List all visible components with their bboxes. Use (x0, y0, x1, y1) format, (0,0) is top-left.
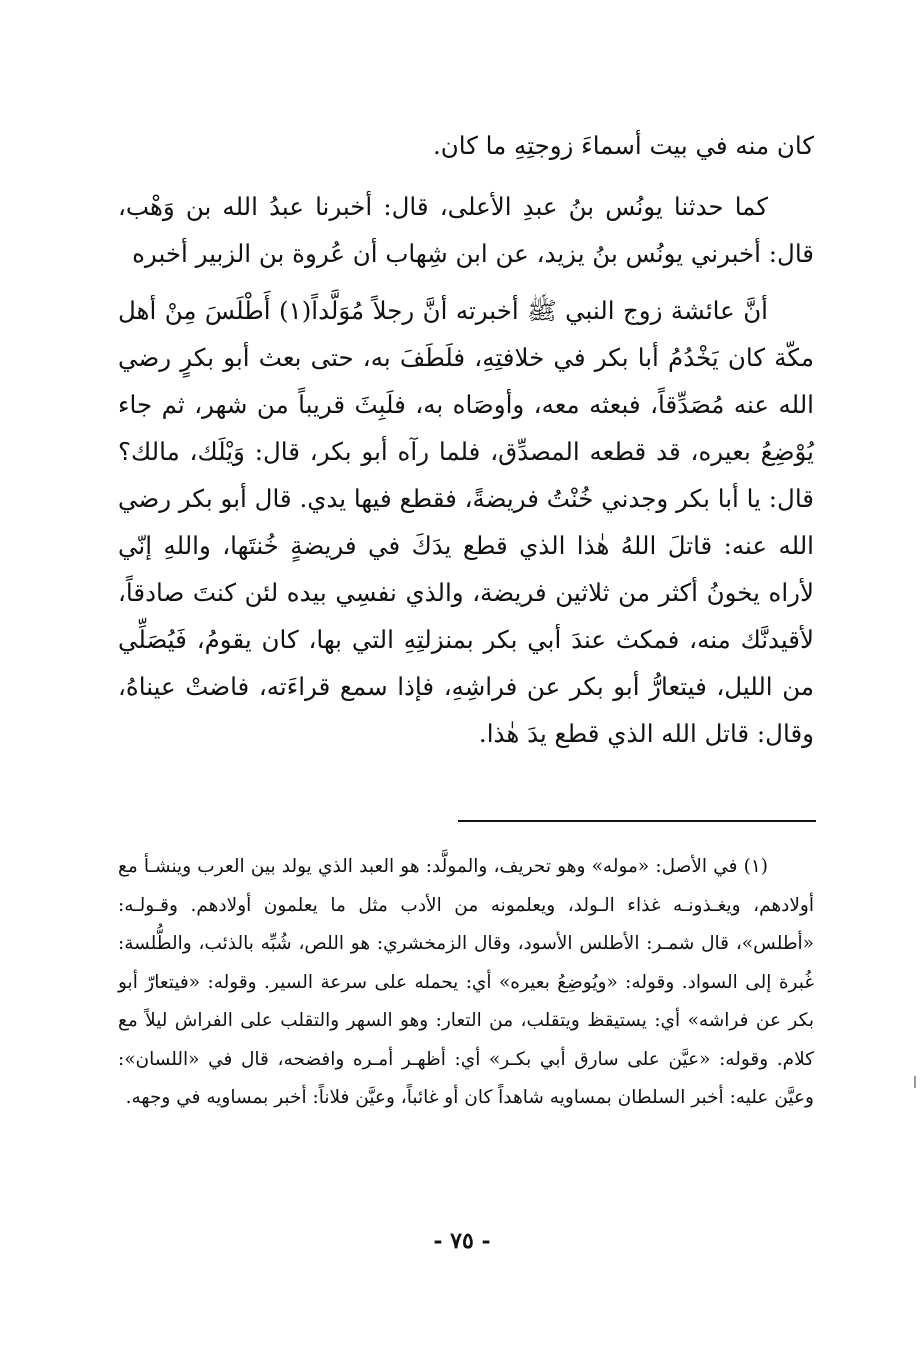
footnote-separator (458, 820, 816, 822)
scan-edge-mark (914, 1076, 916, 1088)
main-text-body (118, 122, 814, 757)
paragraph-isnad: كما حدثنا يونُس بنُ عبدِ الأعلى، قال: أخبرنا عبدُ الله بن وَهْب، قال: أخبرني يونُس بنُ يزيد، عن ابن شِهاب أن عُروة بن الزبير أخبره (118, 192, 814, 268)
paragraph-closing-line: كان منه في بيت أسماءَ زوجتِهِ ما كان. (432, 131, 814, 160)
paragraph-narration: أنَّ عائشة زوج النبي ﷺ أخبرته أنَّ رجلاً مُوَلَّداً(١) أَطْلَسَ مِنْ أهل مكّة كان يَخْدُمُ أبا بكر في خلافتِهِ، فلَطَفَ به، حتى بعث أبو بكرٍ رضي الله عنه مُصَدِّقاً، فبعثه معه، وأوصَاه به، فلَبِثَ قريباً من شهر، ثم جاء يُوْضِعُ بعيره، قد قطعه المصدِّق، فلما رآه أبو بكر، قال: وَيْلَك، مالك؟ قال: يا أبا بكر وجدني خُنْتُ فريضةً، فقطع فيها يدي. قال أبو بكر رضي الله عنه: قاتلَ اللهُ هٰذا الذي قطع يدَكَ في فريضةٍ خُنتَها، واللهِ إنّي لأراه يخونُ أكثر من ثلاثين فريضة، والذي نفسِي بيده لئن كنتَ صادقاً، لأقيدنَّك منه، فمكث عندَ أبي بكر بمنزلتِهِ التي بها، كان يقومُ، فَيُصَلِّي من الليل، فيتعارُّ أبو بكر عن فراشِهِ، فإذا سمع قراءَته، فاضتْ عيناهُ، وقال: قاتل الله الذي قطع يدَ هٰذا. (118, 296, 814, 748)
page-number: - ٧٥ - (433, 1228, 491, 1254)
footnote-text: (١) في الأصل: «موله» وهو تحريف، والمولَّد: هو العبد الذي يولد بين العرب وينشـأ مع أولادهم، ويغـذونـه غذاء الـولد، ويعلمونه من الأدب مثل ما يعلمون أولادهم. وقـولـه: «أطلس»، قال شمـر: الأطلس الأسود، وقال الزمخشري: هو اللص، شُبِّه بالذئب، والطُّلسة: غُبرة إلى السواد. وقوله: «ويُوضِعُ بعيره» أي: يحمله على سرعة السير. وقوله: «فيتعارّ أبو بكر عن فراشه» أي: يستيقظ ويتقلب، من التعار: وهو السهر والتقلب على الفراش ليلاً مع كلام. وقوله: «عيَّن على سارق أبي بكـر» أي: أظهـر أمـره وافضحه، قال في «اللسان»: وعيَّن عليه: أخبر السلطان بمساويه شاهداً كان أو غائباً، وعيَّن فلاناً: أخبر بمساويه في وجهه. (118, 856, 814, 1108)
